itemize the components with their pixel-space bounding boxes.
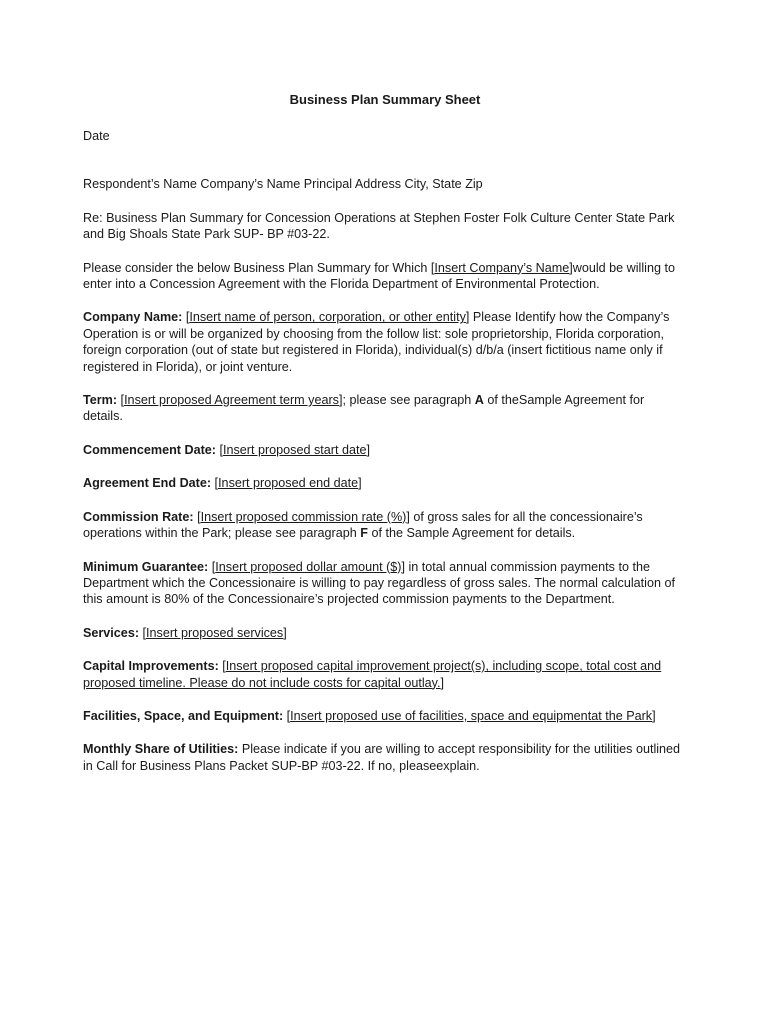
section-placeholder: Insert proposed commission rate (%) — [200, 509, 407, 524]
section-label: Minimum Guarantee: — [83, 559, 209, 574]
company-name-placeholder: Insert Company’s Name — [434, 260, 570, 275]
section-placeholder: Insert proposed Agreement term years — [124, 393, 339, 408]
section-services: Services: [Insert proposed services] — [83, 625, 287, 640]
document-title: Business Plan Summary Sheet — [289, 92, 481, 107]
paragraph-ref: F — [360, 526, 368, 541]
section-agreement-end-date: Agreement End Date: [Insert proposed end date] — [83, 476, 362, 491]
date-label: Date — [83, 129, 110, 143]
section-placeholder: Insert proposed start date — [222, 442, 367, 457]
re-line: Re: Business Plan Summary for Concession Operations at Stephen Foster Folk Culture Center State Park and Big Shoals State Park SUP- BP #03-22. — [83, 210, 675, 242]
section-commencement-date: Commencement Date: [Insert proposed start date] — [83, 442, 370, 457]
section-label: Monthly Share of Utilities: — [83, 742, 239, 757]
section-placeholder: Insert proposed end date — [218, 476, 359, 491]
section-label: Commencement Date: — [83, 442, 216, 457]
intro-before: Please consider the below Business Plan Summary for Which [ — [83, 260, 435, 275]
section-label: Company Name: — [83, 310, 183, 325]
section-facilities: Facilities, Space, and Equipment: [Insert proposed use of facilities, space and equipmentat the Park] — [83, 708, 656, 723]
section-label: Commission Rate: — [83, 509, 194, 524]
section-minimum-guarantee: Minimum Guarantee: [Insert proposed dollar amount ($)] in total annual commission payments to the Department which the Concessionaire is willing to pay regardless of gross sales. The normal calculation of this amount is 80% of the Concessionaire’s projected commission payments to the Department. — [83, 559, 675, 607]
section-capital-improvements: Capital Improvements: [Insert proposed capital improvement project(s), including scope, total cost and proposed timeline. Please do not include costs for capital outlay.] — [83, 659, 662, 690]
section-placeholder: Insert proposed use of facilities, space and equipmentat the Park — [290, 708, 653, 723]
section-placeholder: Insert proposed capital improvement project(s), including scope, total cost and proposed timeline. Please do not include costs for capital outlay. — [83, 659, 662, 690]
section-label: Services: — [83, 625, 140, 640]
intro-paragraph — [83, 260, 682, 293]
section-term: Term: [Insert proposed Agreement term years]; please see paragraph A of theSample Agreement for details. — [83, 393, 645, 424]
respondent-line: Respondent’s Name Company’s Name Principal Address City, State Zip — [83, 177, 483, 192]
intro-after: ]would be willing to enter into a Concession Agreement with the Florida Department of Environmental Protection. — [83, 260, 675, 292]
section-monthly-utilities: Monthly Share of Utilities: Please indicate if you are willing to accept responsibility for the utilities outlined in Call for Business Plans Packet SUP-BP #03-22. If no, pleaseexplain. — [83, 742, 681, 773]
section-label: Agreement End Date: — [83, 476, 212, 491]
section-company-name: Company Name: [Insert name of person, corporation, or other entity] Please Identify how the Company’s Operation is or will be organized by choosing from the follow list: sole proprietorship, Florida corporation, foreign corporation (out of state but registered in Florida), individual(s) d/b/a (insert fictitious name only if registered in Florida), or joint venture. — [83, 310, 670, 374]
section-commission-rate: Commission Rate: [Insert proposed commission rate (%)] of gross sales for all the concessionaire’s operations within the Park; please see paragraph F of the Sample Agreement for details. — [83, 509, 643, 541]
section-label: Capital Improvements: — [83, 659, 219, 674]
section-label: Facilities, Space, and Equipment: — [83, 708, 284, 723]
section-label: Term: — [83, 393, 118, 408]
section-placeholder: Insert proposed dollar amount ($) — [215, 559, 402, 574]
paragraph-ref: A — [474, 393, 484, 408]
section-placeholder: Insert proposed services — [146, 625, 284, 640]
section-placeholder: Insert name of person, corporation, or other entity — [189, 310, 466, 325]
